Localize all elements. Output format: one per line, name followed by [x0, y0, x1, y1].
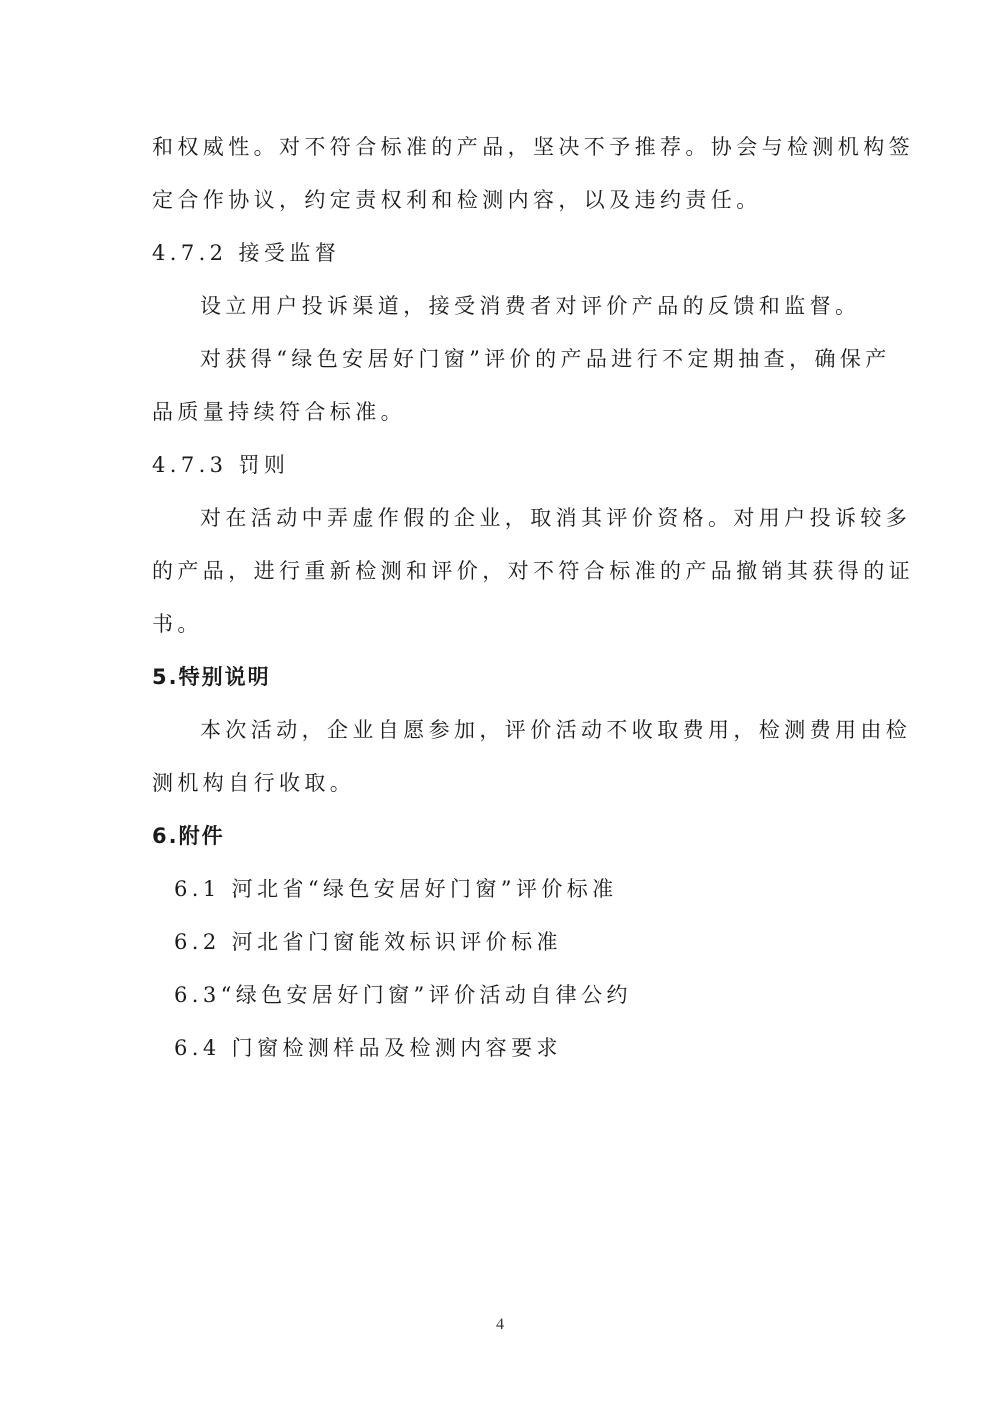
- paragraph-line: 对在活动中弄虚作假的企业，取消其评价资格。对用户投诉较多: [200, 506, 912, 530]
- section-heading-4-7-2: 4.7.2 接受监督: [152, 241, 341, 265]
- section-heading-4-7-3: 4.7.3 罚则: [152, 453, 290, 477]
- paragraph-line: 本次活动，企业自愿参加，评价活动不收取费用，检测费用由检: [200, 718, 912, 742]
- paragraph-line: 对获得“绿色安居好门窗”评价的产品进行不定期抽查，确保产: [200, 347, 891, 371]
- attachment-item: 6.1 河北省“绿色安居好门窗”评价标准: [174, 877, 618, 901]
- attachment-item: 6.2 河北省门窗能效标识评价标准: [174, 930, 562, 954]
- section-heading-6: 6.附件: [152, 824, 225, 848]
- paragraph-line: 测机构自行收取。: [152, 771, 356, 795]
- paragraph-line: 定合作协议，约定责权利和检测内容，以及违约责任。: [152, 188, 762, 212]
- paragraph-line: 书。: [152, 612, 203, 636]
- paragraph-line: 设立用户投诉渠道，接受消费者对评价产品的反馈和监督。: [200, 294, 861, 318]
- paragraph-line: 的产品，进行重新检测和评价，对不符合标准的产品撤销其获得的证: [152, 559, 914, 583]
- section-heading-5: 5.特别说明: [152, 665, 271, 689]
- paragraph-line: 品质量持续符合标准。: [152, 400, 406, 424]
- attachment-item: 6.3“绿色安居好门窗”评价活动自律公约: [174, 983, 632, 1007]
- paragraph-line: 和权威性。对不符合标准的产品，坚决不予推荐。协会与检测机构签: [152, 135, 914, 159]
- page-number: 4: [496, 1316, 504, 1333]
- attachment-item: 6.4 门窗检测样品及检测内容要求: [174, 1036, 562, 1060]
